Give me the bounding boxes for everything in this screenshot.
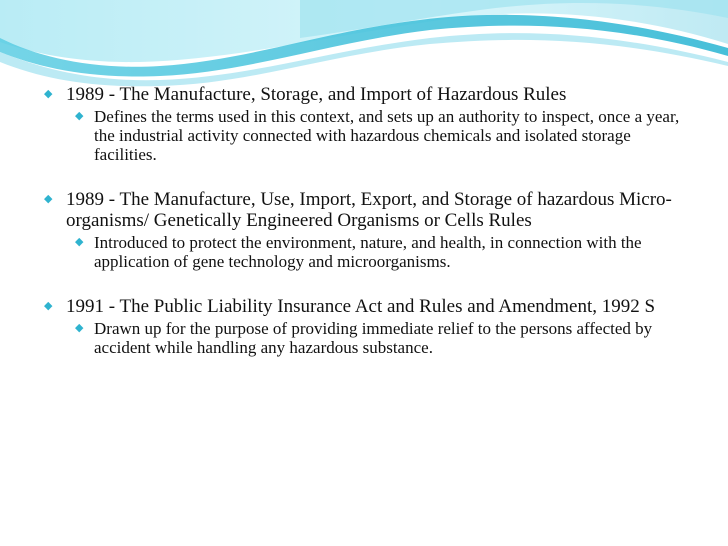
bullet-item-2 (44, 189, 694, 231)
bullet-item-1 (44, 84, 694, 105)
diamond-icon: ◆ (75, 110, 84, 122)
bullet-list (44, 84, 694, 357)
sub-bullet-item-1 (44, 107, 694, 164)
header-wave-decoration (0, 0, 728, 90)
sub-bullet-text: Defines the terms used in this context, and sets up an authority to inspect, once a year, the industrial activity connected with hazardous chemicals and isolated storage facilities. (94, 107, 680, 164)
sub-bullet-item-2 (44, 233, 694, 271)
diamond-icon: ◆ (75, 236, 84, 248)
bullet-item-3 (44, 296, 694, 317)
sub-bullet-text: Drawn up for the purpose of providing immediate relief to the persons affected by accident while handling any hazardous substance. (94, 319, 653, 357)
diamond-icon: ◆ (75, 322, 84, 334)
diamond-icon: ◆ (44, 193, 53, 205)
bullet-text: 1989 - The Manufacture, Use, Import, Export, and Storage of hazardous Micro-organisms/ Genetically Engineered Organisms or Cells Rules (66, 189, 672, 231)
bullet-text: 1989 - The Manufacture, Storage, and Import of Hazardous Rules (66, 84, 567, 105)
bullet-text: 1991 - The Public Liability Insurance Act and Rules and Amendment, 1992 S (66, 296, 656, 317)
diamond-icon: ◆ (44, 88, 53, 100)
sub-bullet-item-3 (44, 319, 694, 357)
diamond-icon: ◆ (44, 300, 53, 312)
sub-bullet-text: Introduced to protect the environment, nature, and health, in connection with the application of gene technology and microorganisms. (94, 233, 642, 271)
